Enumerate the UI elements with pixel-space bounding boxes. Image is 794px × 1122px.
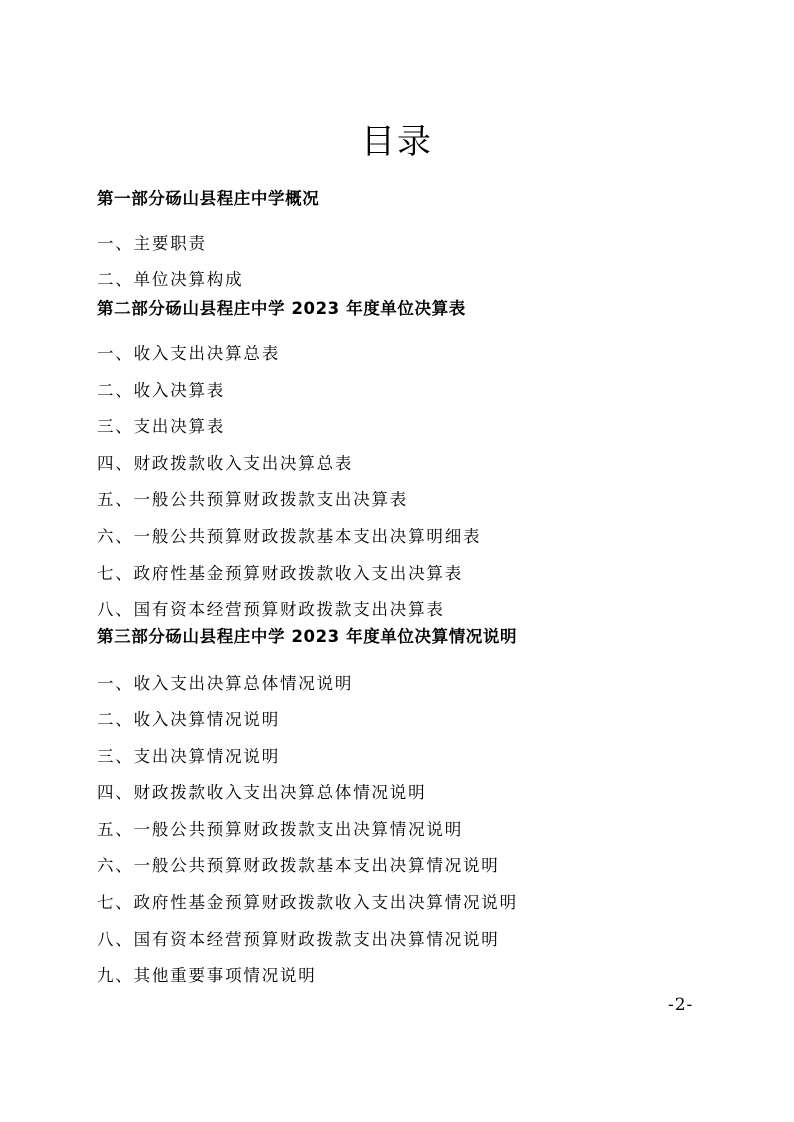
toc-item-part2-6[interactable]: 六、一般公共预算财政拨款基本支出决算明细表	[97, 527, 482, 546]
toc-item-part2-7[interactable]: 七、政府性基金预算财政拨款收入支出决算表	[97, 564, 463, 583]
toc-item-part1-2[interactable]: 二、单位决算构成	[97, 270, 244, 289]
toc-item-part2-8[interactable]: 八、国有资本经营预算财政拨款支出决算表	[97, 600, 445, 619]
toc-item-part3-8[interactable]: 八、国有资本经营预算财政拨款支出决算情况说明	[97, 930, 500, 949]
toc-item-part3-5[interactable]: 五、一般公共预算财政拨款支出决算情况说明	[97, 820, 463, 839]
toc-item-part2-5[interactable]: 五、一般公共预算财政拨款支出决算表	[97, 490, 409, 509]
page-number: -2-	[668, 995, 694, 1015]
toc-item-part3-3[interactable]: 三、支出决算情况说明	[97, 747, 280, 766]
toc-item-part3-2[interactable]: 二、收入决算情况说明	[97, 710, 280, 729]
toc-part2-heading[interactable]: 第二部分砀山县程庄中学 2023 年度单位决算表	[97, 299, 466, 318]
toc-item-part2-1[interactable]: 一、收入支出决算总表	[97, 344, 280, 363]
page-title: 目录	[361, 122, 433, 162]
toc-item-part3-1[interactable]: 一、收入支出决算总体情况说明	[97, 674, 354, 693]
toc-item-part2-2[interactable]: 二、收入决算表	[97, 381, 226, 400]
toc-item-part2-3[interactable]: 三、支出决算表	[97, 417, 226, 436]
toc-item-part1-1[interactable]: 一、主要职责	[97, 234, 207, 253]
toc-item-part3-7[interactable]: 七、政府性基金预算财政拨款收入支出决算情况说明	[97, 893, 518, 912]
toc-item-part2-4[interactable]: 四、财政拨款收入支出决算总表	[97, 454, 354, 473]
toc-part3-heading[interactable]: 第三部分砀山县程庄中学 2023 年度单位决算情况说明	[97, 627, 518, 646]
toc-part1-heading[interactable]: 第一部分砀山县程庄中学概况	[97, 189, 320, 208]
toc-item-part3-9[interactable]: 九、其他重要事项情况说明	[97, 966, 317, 985]
toc-item-part3-4[interactable]: 四、财政拨款收入支出决算总体情况说明	[97, 783, 427, 802]
toc-item-part3-6[interactable]: 六、一般公共预算财政拨款基本支出决算情况说明	[97, 856, 500, 875]
